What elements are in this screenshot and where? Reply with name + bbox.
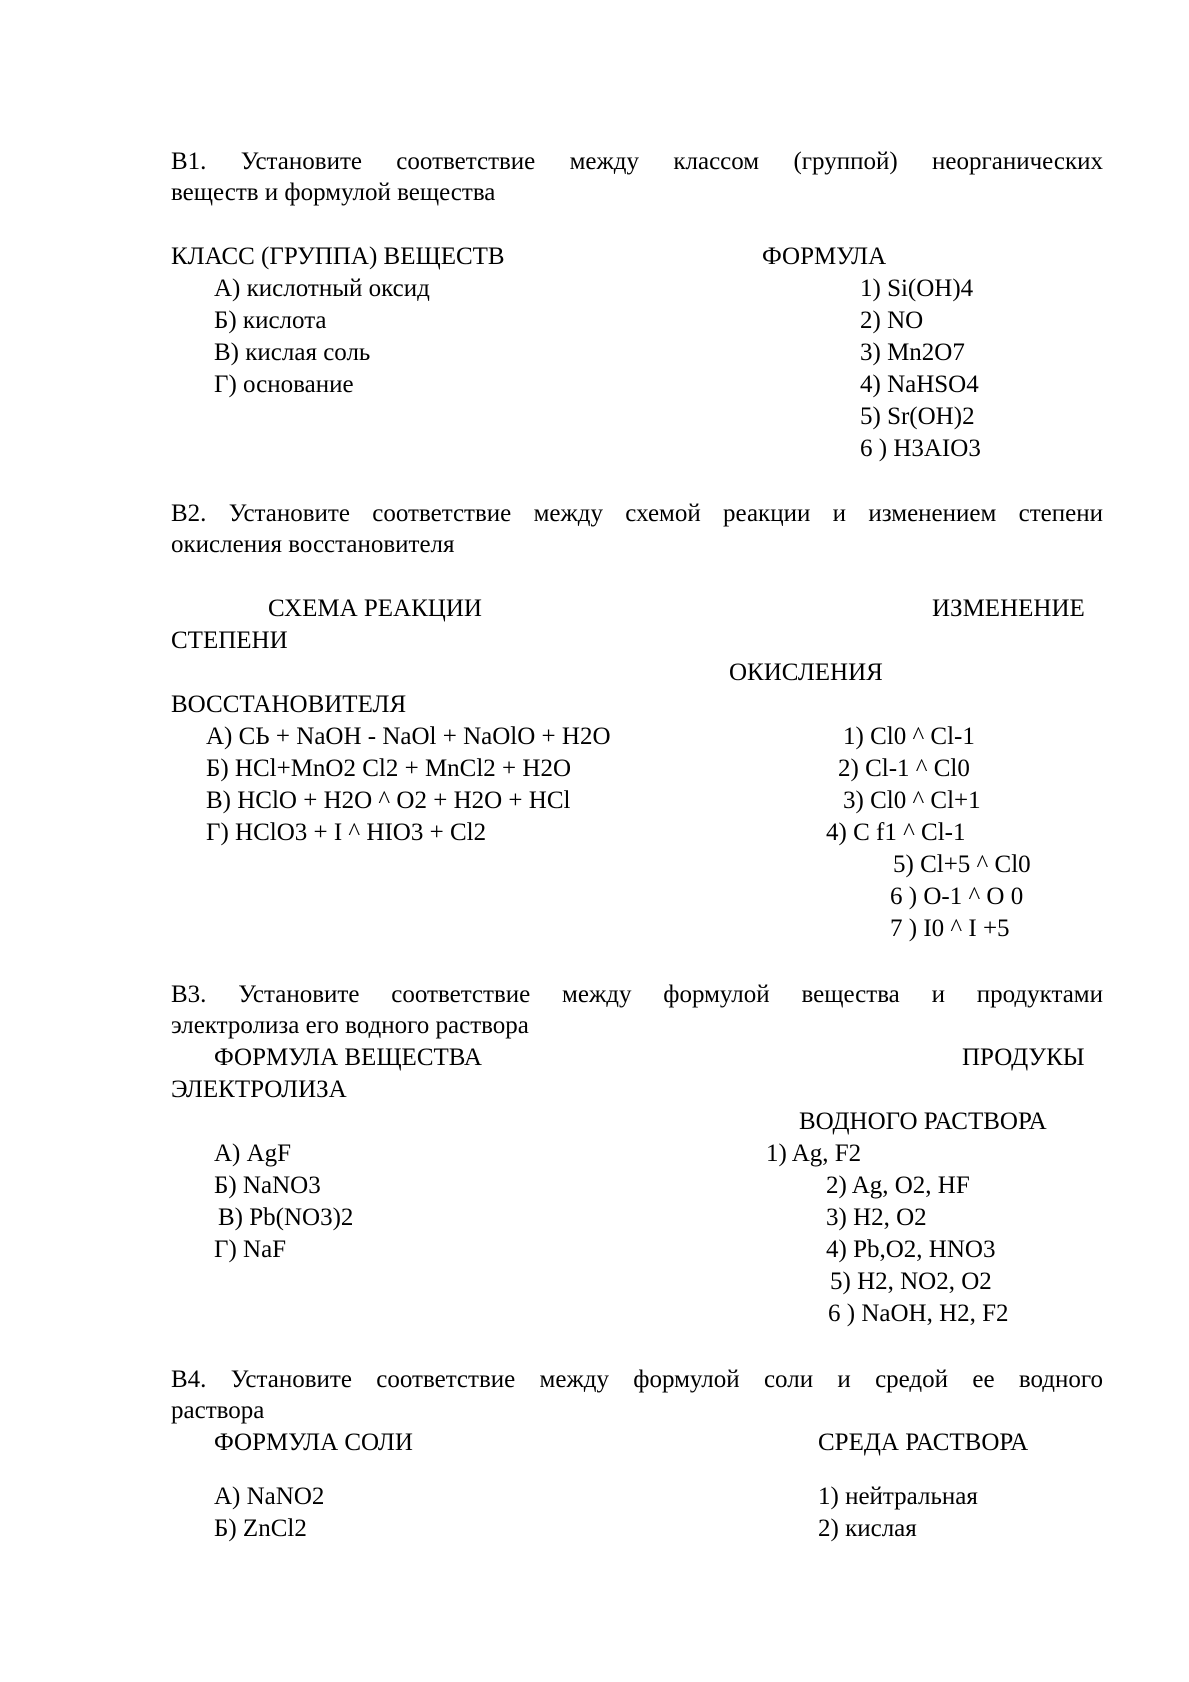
b1-right-item: 4) NaHSO4 [860, 371, 979, 398]
b4-right-item: 2) кислая [818, 1515, 917, 1542]
b2-right-item: 4) C f1 ^ Cl-1 [826, 819, 966, 846]
b3-header-left: ФОРМУЛА ВЕЩЕСТВА [214, 1044, 482, 1071]
b2-right-item: 1) Cl0 ^ Cl-1 [843, 723, 975, 750]
b2-question-line2: окисления восстановителя [171, 531, 455, 558]
b2-header-line4: ВОССТАНОВИТЕЛЯ [171, 691, 407, 718]
b3-right-item: 2) Ag, O2, HF [826, 1172, 970, 1199]
b1-right-header: ФОРМУЛА [762, 243, 887, 270]
b2-header-line3: ОКИСЛЕНИЯ [729, 659, 883, 686]
b3-right-item: 5) H2, NO2, O2 [830, 1268, 992, 1295]
b4-left-item: А) NaNO2 [214, 1483, 325, 1510]
b2-right-item: 7 ) I0 ^ I +5 [890, 915, 1010, 942]
b4-left-item: Б) ZnCl2 [214, 1515, 307, 1542]
b1-left-header: КЛАСС (ГРУППА) ВЕЩЕСТВ [171, 243, 505, 270]
b2-left-item: А) СЬ + NaOH - NaOl + NaOlO + H2O [206, 723, 611, 750]
b3-header-line2: ЭЛЕКТРОЛИЗА [171, 1076, 347, 1103]
b3-right-item: 3) H2, O2 [826, 1204, 927, 1231]
b1-question-line1: В1. Установите соответствие между классом (группой) неорганических [171, 148, 1103, 175]
b4-right-item: 1) нейтральная [818, 1483, 978, 1510]
b3-right-item: 1) Ag, F2 [766, 1140, 862, 1167]
b2-right-item: 6 ) O-1 ^ O 0 [890, 883, 1024, 910]
b1-right-item: 6 ) H3AIO3 [860, 435, 981, 462]
b1-left-item: В) кислая соль [214, 339, 371, 366]
b2-header-left: СХЕМА РЕАКЦИИ [268, 595, 482, 622]
b2-question-line1: В2. Установите соответствие между схемой реакции и изменением степени [171, 500, 1103, 527]
b2-left-item: Б) HCl+MnO2 Cl2 + MnCl2 + H2O [206, 755, 572, 782]
b1-question-line2: веществ и формулой вещества [171, 179, 496, 206]
b4-header-left: ФОРМУЛА СОЛИ [214, 1429, 413, 1456]
b4-question-line2: раствора [171, 1397, 265, 1424]
b1-right-item: 3) Mn2O7 [860, 339, 965, 366]
b2-header-right: ИЗМЕНЕНИЕ [932, 595, 1085, 622]
b3-left-item: А) AgF [214, 1140, 292, 1167]
b3-right-item: 6 ) NaOH, H2, F2 [828, 1300, 1009, 1327]
b2-left-item: Г) HClO3 + I ^ HIO3 + Cl2 [206, 819, 487, 846]
b4-header-right: СРЕДА РАСТВОРА [818, 1429, 1029, 1456]
b2-right-item: 5) Cl+5 ^ Cl0 [893, 851, 1031, 878]
b3-left-item: Г) NaF [214, 1236, 287, 1263]
b2-header-line2: СТЕПЕНИ [171, 627, 288, 654]
b3-right-item: 4) Pb,O2, HNO3 [826, 1236, 996, 1263]
b1-left-item: А) кислотный оксид [214, 275, 430, 302]
b1-right-item: 5) Sr(OH)2 [860, 403, 975, 430]
b3-question-line1: В3. Установите соответствие между формулой вещества и продуктами [171, 981, 1103, 1008]
b1-left-item: Г) основание [214, 371, 354, 398]
b2-right-item: 3) Cl0 ^ Cl+1 [843, 787, 981, 814]
b3-left-item: Б) NaNO3 [214, 1172, 321, 1199]
b4-question-line1: В4. Установите соответствие между формулой соли и средой ее водного [171, 1366, 1103, 1393]
b1-right-item: 1) Si(OH)4 [860, 275, 974, 302]
b1-left-item: Б) кислота [214, 307, 327, 334]
b3-left-item: В) Pb(NO3)2 [218, 1204, 354, 1231]
b3-header-line3: ВОДНОГО РАСТВОРА [799, 1108, 1047, 1135]
b2-left-item: В) HClO + H2O ^ O2 + H2O + HCl [206, 787, 571, 814]
b3-question-line2: электролиза его водного раствора [171, 1012, 529, 1039]
b3-header-right: ПРОДУКЫ [962, 1044, 1085, 1071]
b1-right-item: 2) NO [860, 307, 924, 334]
b2-right-item: 2) Cl-1 ^ Cl0 [838, 755, 970, 782]
